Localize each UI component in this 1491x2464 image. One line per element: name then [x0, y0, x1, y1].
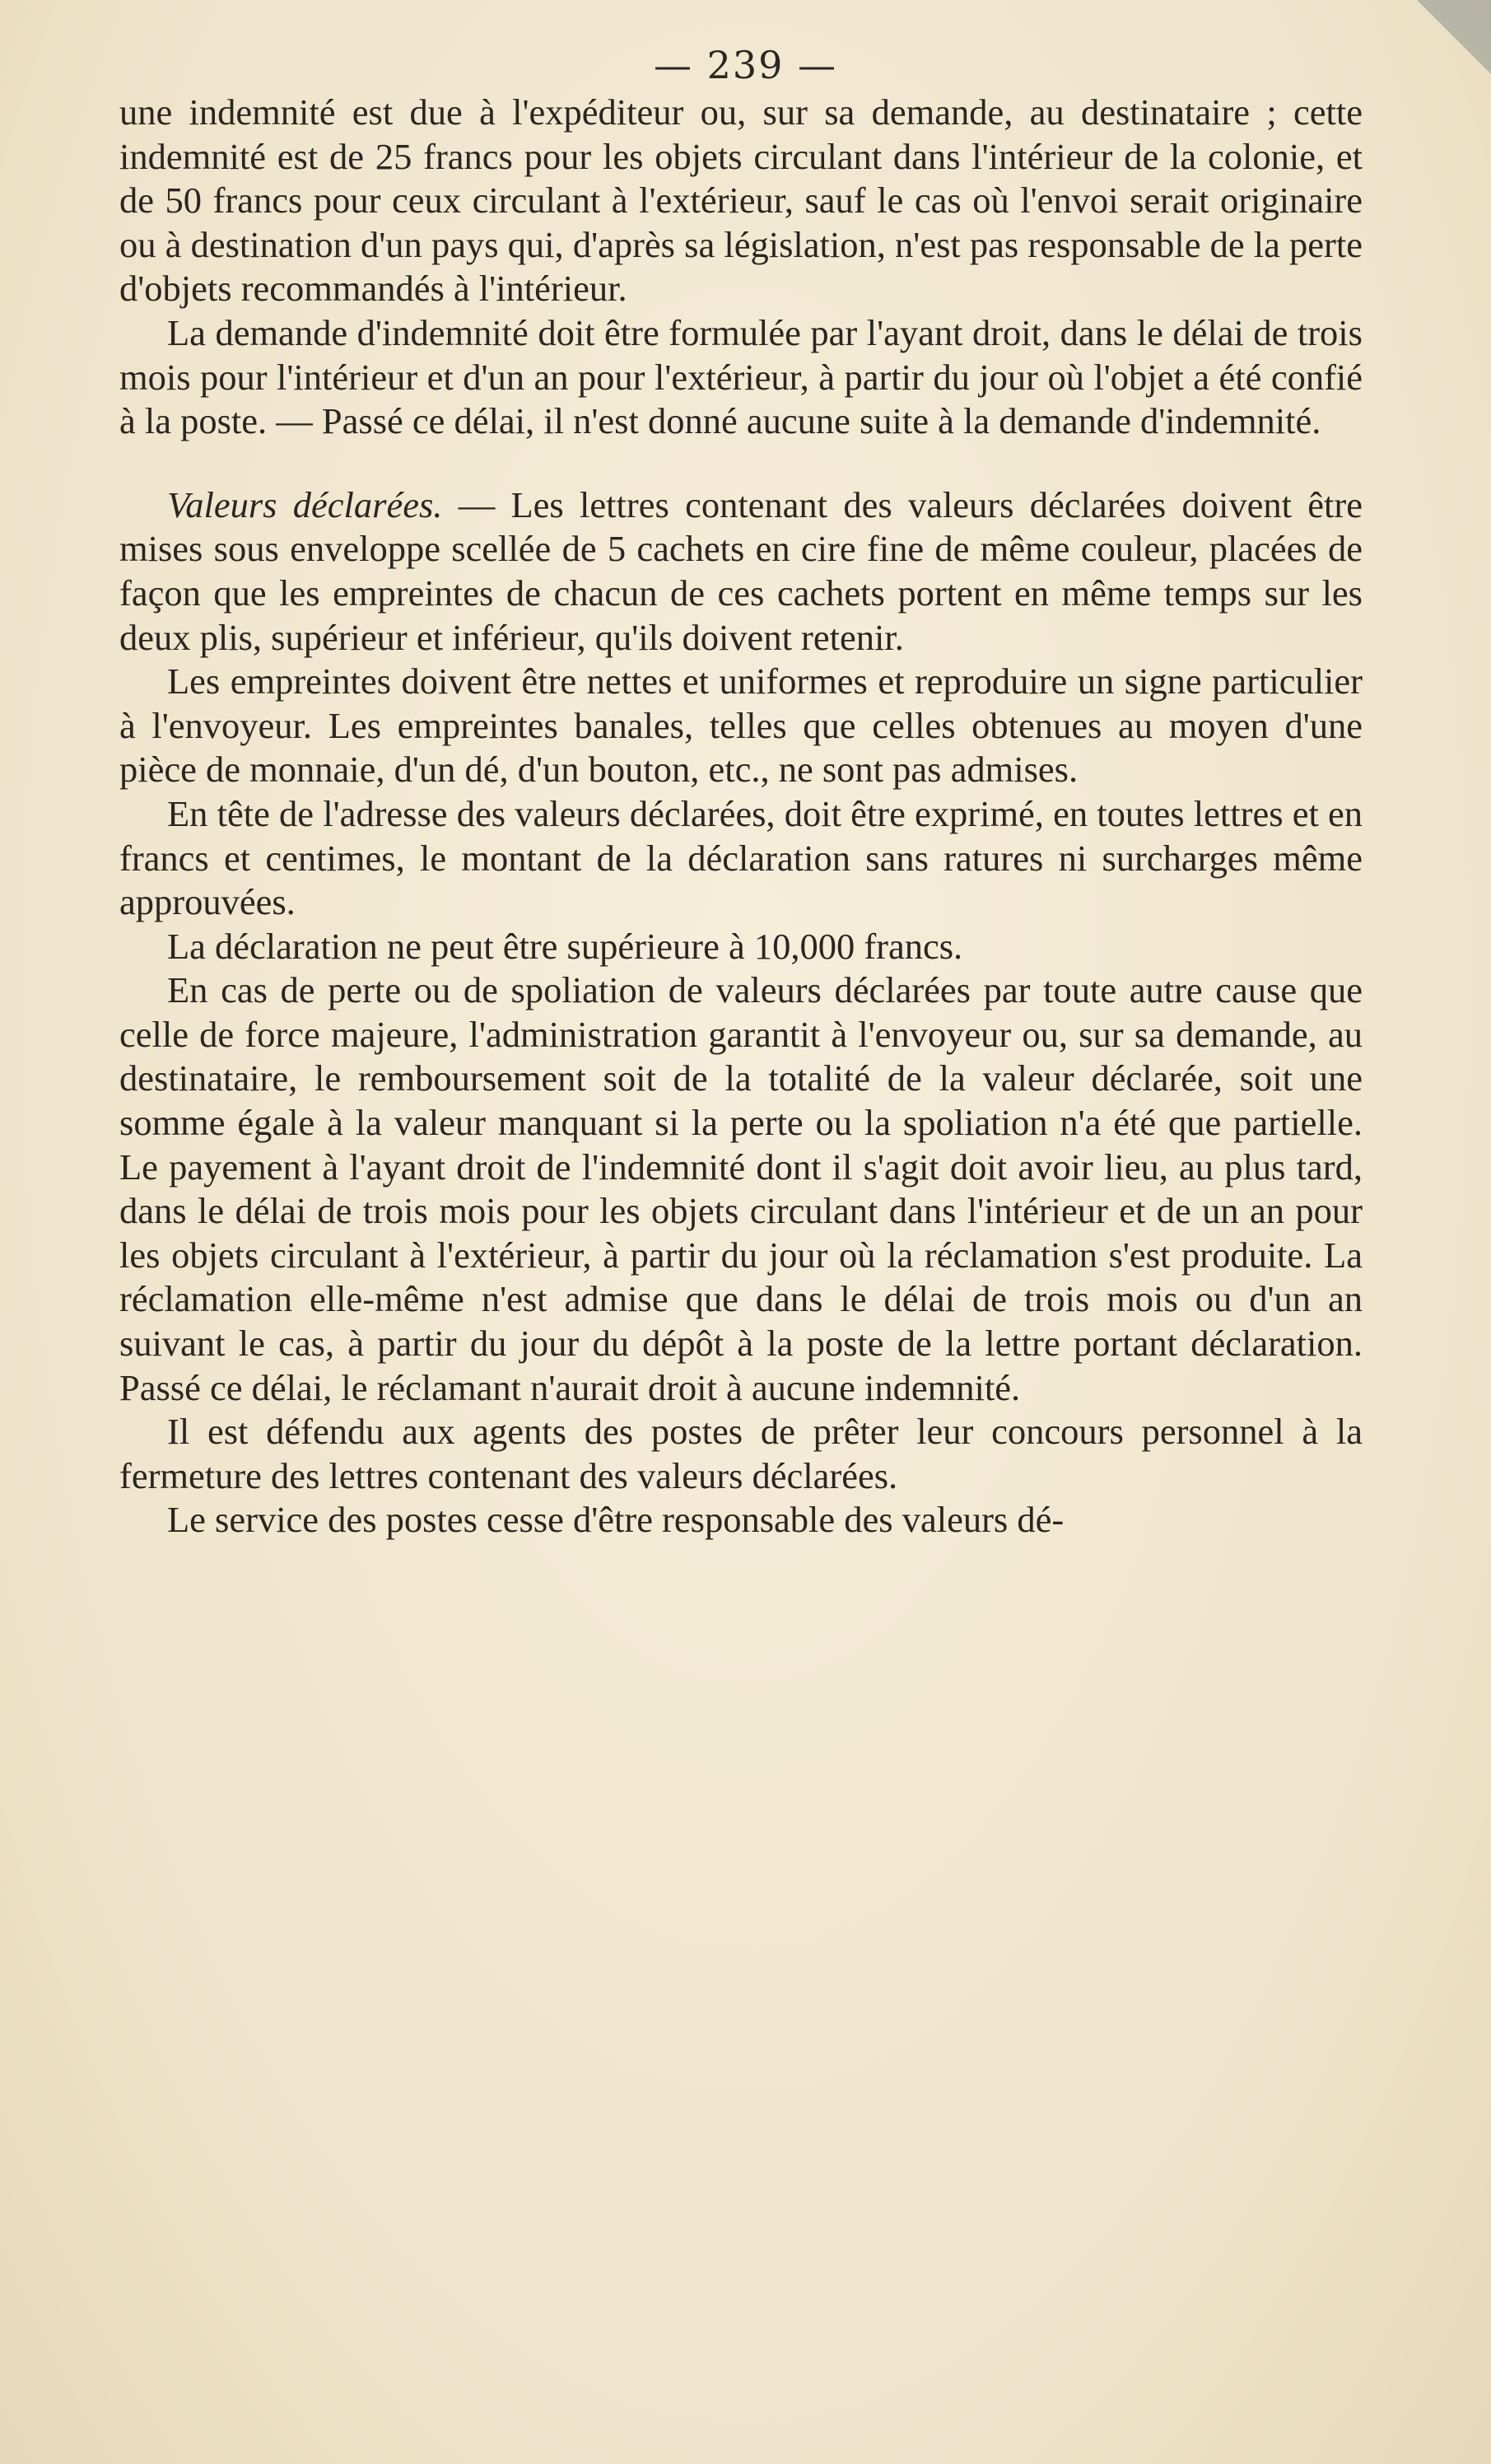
page-number: — 239 —	[653, 43, 838, 87]
paragraph-address-declaration: En tête de l'adresse des valeurs déclarées, doit être exprimé, en toutes lettres et en francs et centimes, le montant de la déclaration sans ratures ni surcharges même approuvées.	[119, 792, 1363, 923]
paragraph-indemnity-amounts: une indemnité est due à l'expéditeur ou, sur sa demande, au destinataire ; cette indemnité est de 25 francs pour les objets circulant dans l'intérieur de la colonie, et de 50 francs pour ceux circulant à l'extérieur, sauf le cas où l'envoi serait originaire ou à destination d'un pays qui, d'après sa législation, n'est pas responsable de la perte d'objets recommandés à l'intérieur.	[119, 91, 1363, 310]
paragraph-loss-spoliation: En cas de perte ou de spoliation de valeurs déclarées par toute autre cause que celle de force majeure, l'administration garantit à l'envoyeur ou, sur sa demande, au destinataire, le remboursement soit de la totalité de la valeur déclarée, soit une somme égale à la valeur manquant si la perte ou la spoliation n'a été que partielle. Le payement à l'ayant droit de l'indemnité dont il s'agit doit avoir lieu, au plus tard, dans le délai de trois mois pour les objets circulant dans l'intérieur et de un an pour les objets circulant à l'extérieur, à partir du jour où la réclamation s'est produite. La réclamation elle-même n'est admise que dans le délai de trois mois ou d'un an suivant le cas, à partir du jour du dépôt à la poste de la lettre portant déclaration. Passé ce délai, le réclamant n'aurait droit à aucune indemnité.	[119, 969, 1363, 1408]
body-text	[119, 91, 1363, 1542]
paragraph-agents-forbidden: Il est défendu aux agents des postes de prêter leur concours personnel à la fermeture des lettres contenant des valeurs déclarées.	[119, 1411, 1363, 1496]
paragraph-seal-imprints: Les empreintes doivent être nettes et uniformes et reproduire un signe particulier à l'envoyeur. Les empreintes banales, telles que celles obtenues au moyen d'une pièce de monnaie, d'un dé, d'un bouton, etc., ne sont pas admises.	[119, 660, 1363, 791]
paragraph-declaration-limit: La déclaration ne peut être supérieure à 10,000 francs.	[167, 925, 963, 967]
paragraph-service-responsibility: Le service des postes cesse d'être responsable des valeurs dé-	[167, 1499, 1065, 1541]
section-heading-declared-values: Valeurs déclarées.	[167, 483, 443, 525]
section-gap	[119, 444, 1363, 483]
paragraph-declared-values-text: — Les lettres contenant des valeurs déclarées doivent être mises sous enveloppe scellée de 5 cachets en cire fine de même couleur, placées de façon que les empreintes de chacun de ces cachets portent en même temps sur les deux plis, supérieur et inférieur, qu'ils doivent retenir.	[119, 483, 1363, 658]
paragraph-indemnity-request: La demande d'indemnité doit être formulée par l'ayant droit, dans le délai de trois mois pour l'intérieur et d'un an pour l'extérieur, à partir du jour où l'objet a été confié à la poste. — Passé ce délai, il n'est donné aucune suite à la demande d'indemnité.	[119, 311, 1363, 442]
paragraph-declared-values	[119, 483, 1363, 660]
